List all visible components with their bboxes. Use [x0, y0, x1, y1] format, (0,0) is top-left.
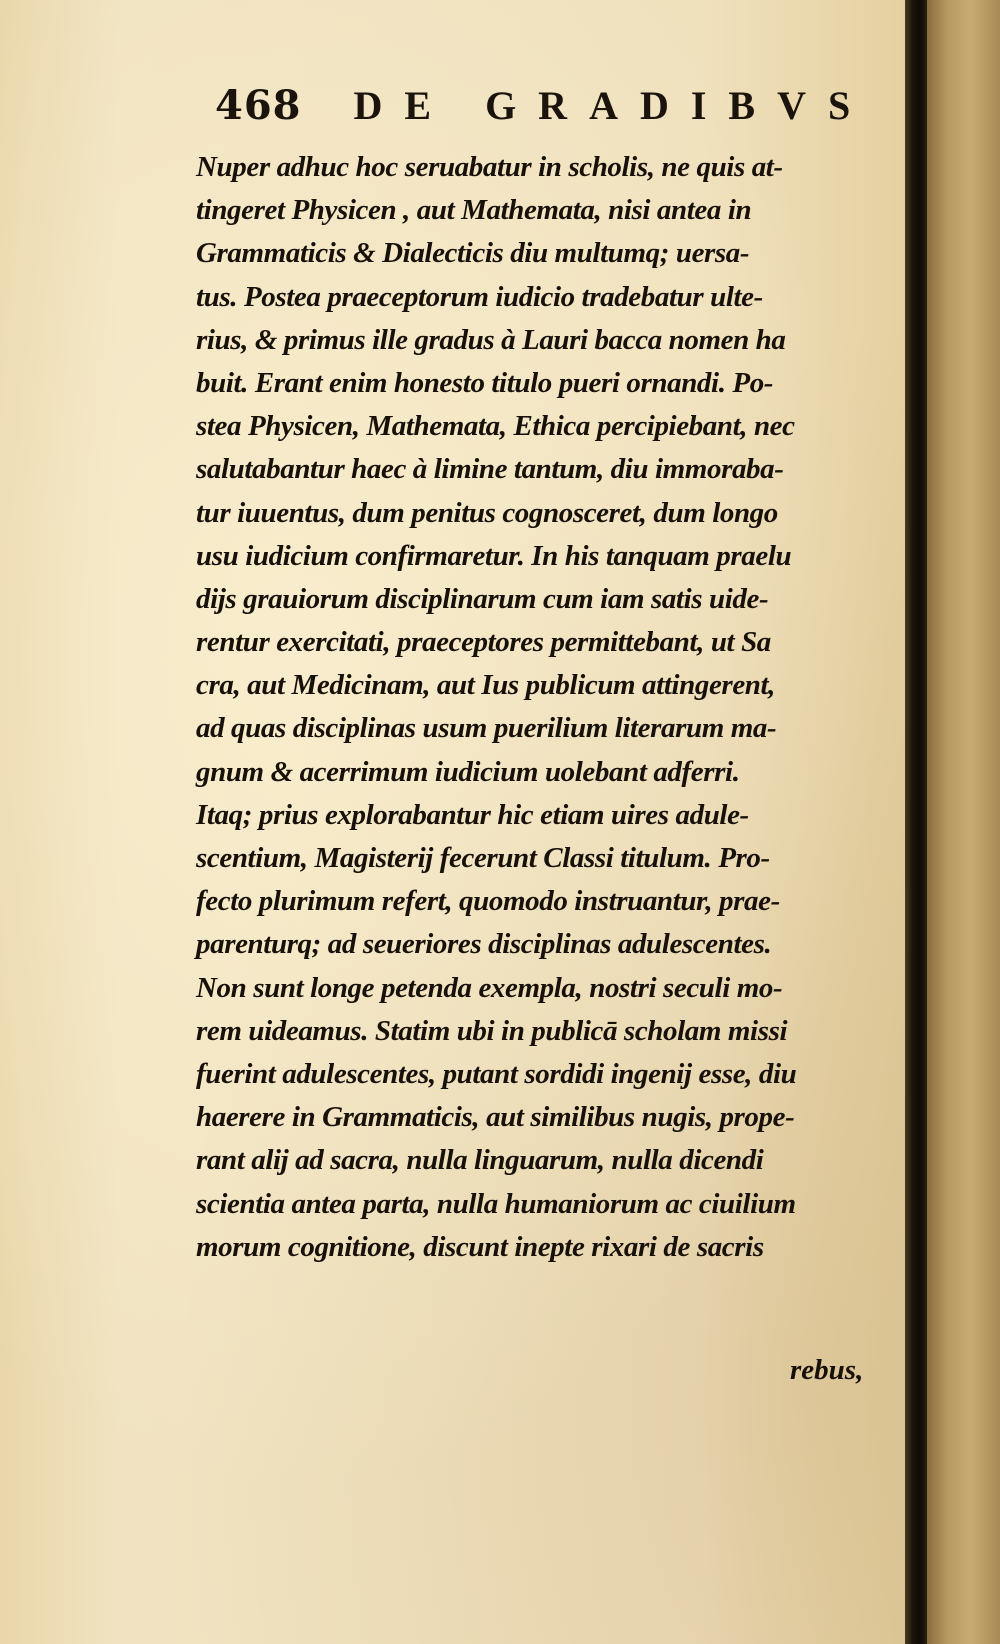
body-text-block: [196, 146, 886, 1269]
text-line: tus. Postea praeceptorum iudicio tradebatur ulte-: [196, 280, 763, 313]
text-line: morum cognitione, discunt inepte rixari de sacris: [196, 1230, 764, 1263]
text-line: rius, & primus ille gradus à Lauri bacca nomen ha: [196, 323, 786, 356]
facing-page-edge: [927, 0, 1000, 1644]
catchword: rebus,: [790, 1354, 864, 1386]
text-line: dijs grauiorum disciplinarum cum iam satis uide-: [196, 582, 769, 615]
text-line: Grammaticis & Dialecticis diu multumq; uersa-: [196, 237, 750, 270]
page-number: 468: [215, 82, 302, 129]
text-line: cra, aut Medicinam, aut Ius publicum attingerent,: [196, 669, 776, 702]
text-line: buit. Erant enim honesto titulo pueri ornandi. Po-: [196, 366, 774, 399]
running-head: [215, 82, 873, 132]
text-line: rem uideamus. Statim ubi in publicā scholam missi: [196, 1014, 788, 1047]
text-line: ad quas disciplinas usum puerilium literarum ma-: [196, 712, 777, 745]
text-line: usu iudicium confirmaretur. In his tanquam praelu: [196, 539, 792, 572]
text-line: stea Physicen, Mathemata, Ethica percipiebant, nec: [196, 410, 795, 443]
text-line: fuerint adulescentes, putant sordidi ingenij esse, diu: [196, 1057, 797, 1090]
binding-gutter-shadow: [905, 0, 927, 1644]
text-line: scentium, Magisterij fecerunt Classi titulum. Pro-: [196, 842, 770, 874]
text-line: Itaq; prius explorabantur hic etiam uires adule-: [196, 798, 749, 831]
text-line: Nuper adhuc hoc seruabatur in scholis, ne quis at-: [196, 151, 783, 183]
text-line: scientia antea parta, nulla humaniorum ac ciuilium: [196, 1187, 796, 1220]
text-line: tur iuuentus, dum penitus cognosceret, dum longo: [196, 496, 778, 529]
text-line: fecto plurimum refert, quomodo instruantur, prae-: [196, 885, 780, 918]
text-line: Non sunt longe petenda exempla, nostri seculi mo-: [196, 971, 783, 1004]
text-line: haerere in Grammaticis, aut similibus nugis, prope-: [196, 1101, 795, 1134]
text-line: rant alij ad sacra, nulla linguarum, nulla dicendi: [196, 1144, 764, 1177]
text-line: parenturq; ad seueriores disciplinas adulescentes.: [196, 928, 772, 961]
text-line: gnum & acerrimum iudicium uolebant adferri.: [196, 755, 740, 788]
text-line: salutabantur haec à limine tantum, diu immoraba-: [196, 453, 784, 486]
text-line: rentur exercitati, praeceptores permittebant, ut Sa: [196, 626, 771, 659]
running-title: DE GRADIBVS: [353, 83, 873, 128]
text-line: tingeret Physicen , aut Mathemata, nisi antea in: [196, 194, 752, 227]
